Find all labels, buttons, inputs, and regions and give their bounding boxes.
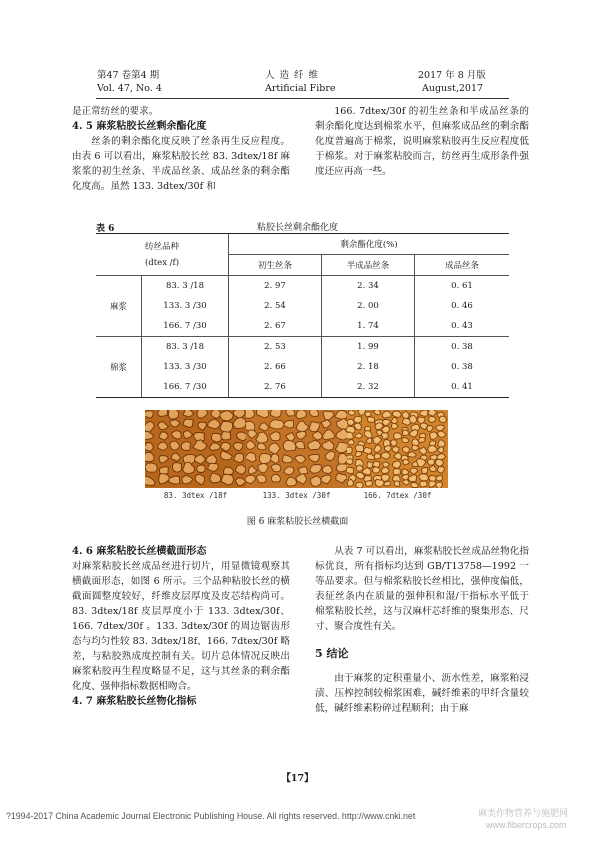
paragraph: 从表 7 可以看出，麻浆粘胶长丝成品丝物化指标优良，所有指标均达到 GB/T13758—1992 一等品要求。但与棉浆粘胶长丝相比，强伸度偏低，表征丝条内在质量的强伸积和湿/干指标水平低于棉浆粘胶长丝，这与汉麻杆芯纤维的聚集形态、尺寸、聚合度性有关。 — [315, 546, 529, 632]
fibre-cross-section — [145, 452, 154, 462]
fibre-cross-section — [394, 433, 402, 440]
col-header-spec-line2: (dtex /f) — [144, 257, 180, 268]
value-cell: 2. 00 — [322, 296, 415, 316]
fibre-cross-section — [336, 464, 347, 472]
left-top-column — [72, 104, 290, 194]
table-row — [96, 276, 509, 297]
paragraph: 由于麻浆的定积重量小、沥水性差，麻浆粕浸渍、压榨控制较棉浆困难，碱纤维素的甲纤含量较低，碱纤维素粉碎过程顺利；由于麻 — [315, 673, 529, 714]
fibre-cross-section — [168, 410, 179, 419]
fibre-cross-section — [338, 453, 347, 464]
fibre-cross-section — [393, 469, 400, 475]
table-row — [96, 316, 509, 337]
col-header-spec — [96, 234, 229, 276]
fibre-cross-section — [310, 465, 321, 474]
page-number: 【17】 — [281, 773, 314, 784]
group-name: 棉浆 — [96, 337, 142, 398]
header-date-cn: 2017 年 8 月版 — [418, 70, 486, 81]
header-date-en: August,2017 — [422, 83, 484, 94]
fibre-cross-section — [394, 481, 400, 486]
value-cell: 1. 99 — [322, 337, 415, 358]
spec-cell: 133. 3 /30 — [142, 296, 229, 316]
sub-col-header: 成品丝条 — [444, 261, 479, 271]
table-label: 表 6 — [96, 224, 115, 234]
fibre-cross-section — [372, 467, 380, 473]
fibre-cross-section — [347, 459, 353, 465]
paragraph: 丝条的剩余酯化度反映了丝条再生反应程度。由表 6 可以看出，麻浆粘胶长丝 83. 3dtex/18f 麻浆浆的初生丝条、半成品丝条、成品丝条的剩余酯化度高。虽然 133. 3dtex/30f 和 — [72, 136, 290, 192]
fibre-cross-section — [322, 465, 332, 473]
table-row — [96, 337, 509, 358]
micrograph-image — [347, 410, 448, 488]
fibre-cross-section — [355, 445, 364, 452]
value-cell: 2. 66 — [229, 357, 322, 377]
right-bottom-column — [315, 544, 529, 716]
fibre-cross-section — [260, 453, 272, 463]
watermark-text: 麻类作物营养与施肥网 — [478, 808, 569, 818]
micrograph-caption: 166. 7dtex /30f — [363, 491, 432, 500]
sub-col-header: 半成品丝条 — [322, 255, 415, 276]
header-rule — [96, 98, 509, 99]
fibre-cross-section — [310, 410, 319, 417]
header-journal-cn: 人 造 纤 维 — [265, 70, 320, 81]
micrograph-caption: 133. 3dtex /30f — [262, 491, 331, 500]
micrograph-svg — [347, 410, 448, 488]
fibre-cross-section — [420, 481, 427, 487]
fibre-cross-section — [355, 482, 363, 488]
spec-cell: 166. 7 /30 — [142, 316, 229, 337]
table-row — [96, 377, 509, 397]
fibre-cross-section — [347, 467, 354, 474]
fibre-cross-section — [392, 411, 401, 418]
value-cell: 2. 67 — [229, 316, 322, 337]
micrograph-caption: 83. 3dtex /18f — [163, 491, 228, 500]
fibre-cross-section — [197, 465, 205, 473]
micrograph-svg — [246, 410, 347, 488]
fibre-cross-section — [354, 416, 362, 423]
table-row — [96, 296, 509, 316]
value-cell: 0. 61 — [451, 281, 473, 291]
fibre-cross-section — [145, 411, 153, 419]
header-journal-en: Artificial Fibre — [265, 83, 336, 94]
section-heading-5: 5 结论 — [315, 647, 349, 660]
section-heading-4-7: 4. 7 麻浆粘胶长丝物化指标 — [72, 696, 197, 707]
spec-cell: 166. 7 /30 — [142, 377, 229, 397]
value-cell: 2. 76 — [229, 377, 322, 397]
value-cell: 0. 38 — [451, 342, 473, 352]
figure-title: 图 6 麻浆粘胶长丝横截面 — [246, 517, 349, 527]
fibre-cross-section — [364, 412, 371, 417]
fibre-cross-section — [429, 416, 436, 422]
fibre-cross-section — [418, 437, 425, 442]
value-cell: 2. 34 — [322, 276, 415, 297]
micrograph-image — [145, 410, 246, 488]
value-cell: 0. 38 — [451, 362, 473, 372]
fibre-cross-section — [365, 481, 372, 487]
value-cell: 2. 97 — [229, 276, 322, 297]
value-cell: 0. 43 — [451, 321, 473, 331]
header-volume-cn: 第47 卷第4 期 — [97, 70, 160, 81]
spec-cell: 83. 3 /18 — [142, 276, 229, 297]
table-wrapper — [96, 234, 509, 398]
text-line: 是正常纺丝的要求。 — [72, 106, 159, 117]
value-cell: 2. 18 — [322, 357, 415, 377]
fibre-cross-section — [427, 459, 434, 465]
header-volume-en: Vol. 47, No. 4 — [97, 83, 162, 94]
right-top-column: 166. 7dtex/30f 的初生丝条和半成品丝条的剩余酯化度达到棉浆水平，但麻浆成品丝的剩余酯化度普遍高于棉浆，说明麻浆粘胶再生反应程度低于棉浆。对于麻浆粘胶而言，纺丝再生成形条件强度还应再高一些。 — [315, 106, 529, 177]
copyright-footer: ?1994-2017 China Academic Journal Electronic Publishing House. All rights reserved. http://www.cnki.net — [6, 811, 416, 821]
fibre-cross-section — [220, 421, 233, 432]
section-heading-4-5: 4. 5 麻浆粘胶长丝剩余酯化度 — [72, 121, 207, 132]
fibre-cross-section — [221, 432, 231, 440]
fibre-cross-section — [211, 433, 222, 442]
fibre-cross-section — [421, 468, 427, 474]
micrograph-image — [246, 410, 347, 488]
fibre-cross-section — [390, 440, 396, 446]
col-group-header: 剩余酯化度(%) — [229, 234, 510, 255]
fibre-cross-section — [172, 463, 181, 473]
value-cell: 0. 41 — [451, 382, 473, 392]
value-cell: 2. 32 — [322, 377, 415, 397]
value-cell: 2. 53 — [229, 337, 322, 358]
paragraph: 对麻浆粘胶长丝成品丝进行切片，用显微镜观察其横截面形态，如图 6 所示。三个品种粘胶长丝的横截面圆整度较好，纤维皮层厚度及皮芯结构尚可。83. 3dtex/18f 皮层厚度小于 133. 3dtex/30f、166. 7dtex/30f 。133. 3dtex/30f 的周边锯齿形态与均匀性较 83. 3dtex/18f、166. 7dtex/30f 略差，与粘胶熟成度控制有关。切片总体情况反映出麻浆粘胶再生程度略显不足，这与其丝条的剩余酯化度、强伸指标数据相吻合。 — [72, 561, 290, 692]
watermark-url: www.fibercrops.com — [486, 820, 567, 830]
table-row — [96, 357, 509, 377]
spec-cell: 133. 3 /30 — [142, 357, 229, 377]
fibre-cross-section — [374, 454, 380, 460]
fibre-cross-section — [347, 432, 353, 439]
fibre-cross-section — [270, 420, 284, 429]
sub-col-header: 初生丝条 — [229, 255, 322, 276]
section-heading-4-6: 4. 6 麻浆粘胶长丝横截面形态 — [72, 546, 207, 557]
fibre-cross-section — [367, 417, 374, 423]
value-cell: 2. 54 — [229, 296, 322, 316]
value-cell: 1. 74 — [322, 316, 415, 337]
table-title: 粘胶长丝剩余酯化度 — [256, 223, 338, 233]
fibre-cross-section — [347, 447, 352, 454]
data-table — [96, 234, 509, 397]
value-cell: 0. 46 — [451, 301, 473, 311]
left-bottom-column — [72, 544, 290, 709]
fibre-cross-section — [419, 474, 429, 481]
col-header-spec-line1: 纺丝品种 — [144, 241, 179, 252]
micrograph-svg — [145, 410, 246, 488]
fibre-cross-section — [208, 463, 219, 471]
fibre-cross-section — [145, 463, 157, 472]
fibre-cross-section — [145, 443, 153, 452]
spec-cell: 83. 3 /18 — [142, 337, 229, 358]
fibre-cross-section — [181, 442, 191, 451]
table-bottom-rule — [96, 397, 509, 398]
fibre-cross-section — [270, 410, 281, 417]
fibre-cross-section — [283, 441, 296, 451]
fibre-cross-section — [158, 410, 168, 416]
fibre-cross-section — [429, 432, 437, 440]
group-name: 麻浆 — [96, 276, 142, 337]
fibre-cross-section — [436, 482, 443, 488]
